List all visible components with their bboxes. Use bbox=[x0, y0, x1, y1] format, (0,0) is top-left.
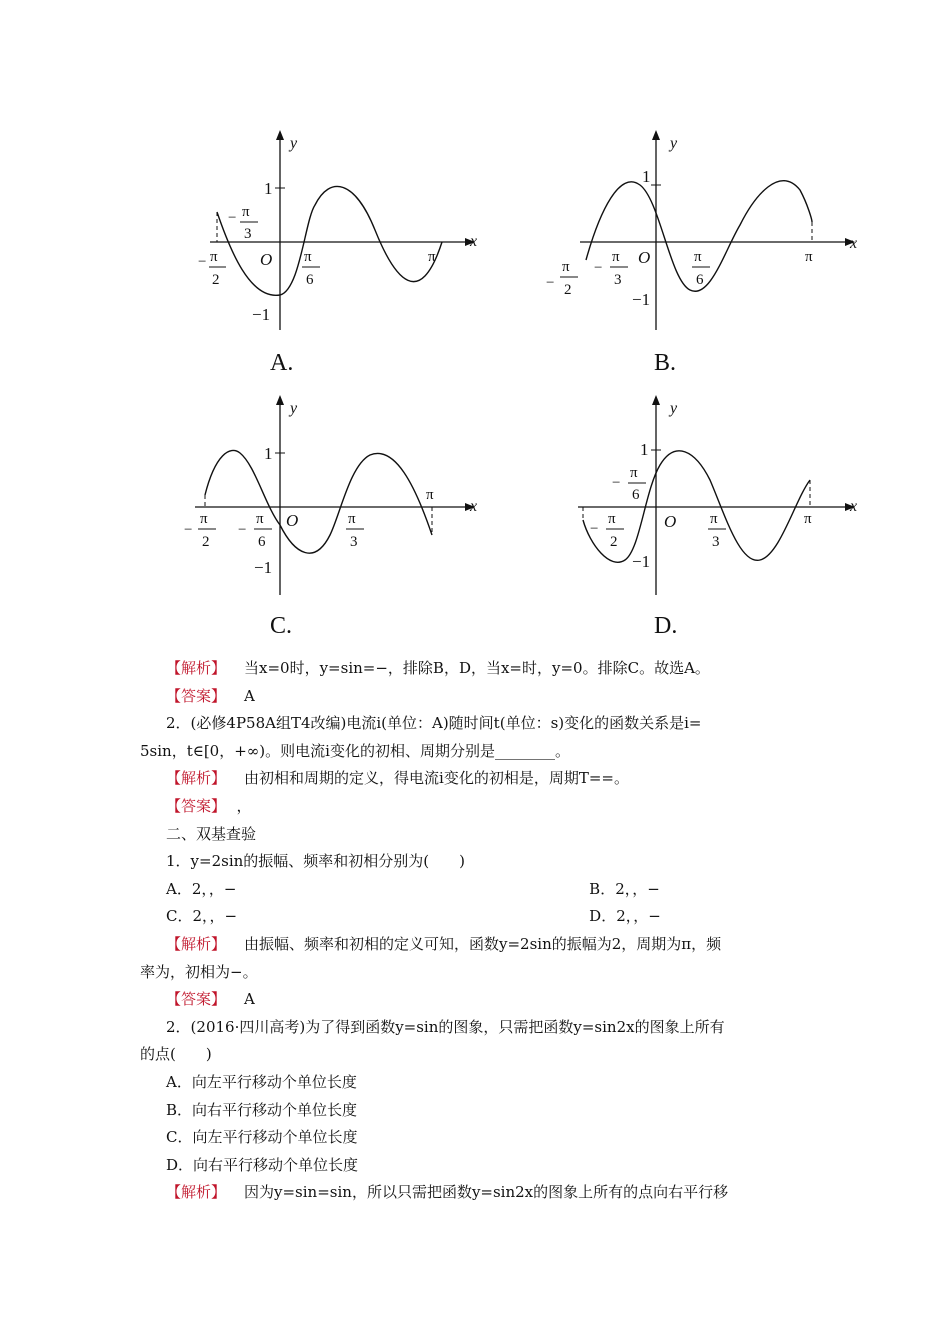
question-line: 2．(必修4P58A组T4改编)电流i(单位：A)随时间t(单位：s)变化的函数关系是i= bbox=[166, 714, 702, 733]
tick-label-pi: π bbox=[428, 249, 436, 265]
tick-label-pi: π bbox=[426, 487, 434, 503]
tick-label-pi: π bbox=[804, 511, 812, 527]
analysis-line: 【解析】 当x=0时，y=sin=−，排除B，D，当x=时，y=0。排除C。故选A。 bbox=[166, 659, 710, 677]
y-label: y bbox=[290, 400, 298, 417]
tick-label-neg: − bbox=[594, 260, 603, 276]
tick-label-neg: − bbox=[184, 522, 193, 538]
tick-label-den: 3 bbox=[244, 226, 252, 242]
label-one: 1 bbox=[642, 167, 651, 186]
solution-text bbox=[140, 655, 820, 1207]
tick-label-den: 6 bbox=[696, 272, 704, 288]
tick-label-num: π bbox=[200, 511, 208, 527]
y-label: y bbox=[670, 135, 678, 152]
label-one: 1 bbox=[264, 444, 273, 463]
answer-line: 【答案】 ， bbox=[166, 796, 252, 815]
tick-label-den: 6 bbox=[306, 272, 314, 288]
tick-label-den: 3 bbox=[712, 534, 720, 550]
graph-d-plot bbox=[560, 395, 860, 605]
option-line: A．向左平行移动个单位长度 bbox=[166, 1072, 357, 1091]
options-row: A．2，，− B．2，，− bbox=[166, 879, 660, 898]
label-neg-one: −1 bbox=[632, 552, 651, 571]
tick-label-den: 2 bbox=[212, 272, 220, 288]
tick-label-den: 6 bbox=[258, 534, 266, 550]
origin-label: O bbox=[286, 511, 299, 530]
origin-label: O bbox=[260, 250, 273, 269]
analysis-line: 【解析】 由初相和周期的定义，得电流i变化的初相是，周期T==。 bbox=[166, 769, 629, 788]
tick-label-neg: − bbox=[228, 210, 237, 226]
tick-label-den: 2 bbox=[564, 282, 572, 298]
graph-c bbox=[180, 395, 480, 639]
graph-c-label: C. bbox=[270, 613, 293, 639]
x-label: x bbox=[470, 233, 478, 250]
answer-line: 【答案】 A bbox=[166, 990, 255, 1009]
question-line: 5sin，t∈[0，+∞)。则电流i变化的初相、周期分别是________。 bbox=[140, 741, 570, 760]
tick-label-den: 2 bbox=[610, 534, 618, 550]
section-heading: 二、双基查验 bbox=[166, 824, 257, 843]
graph-b bbox=[546, 130, 860, 376]
question-line: 的点( ) bbox=[140, 1045, 212, 1064]
tick-label-neg: − bbox=[590, 521, 599, 537]
label-one: 1 bbox=[264, 179, 273, 198]
graph-d bbox=[560, 395, 860, 639]
tick-label-num: π bbox=[630, 465, 638, 481]
graph-b-plot bbox=[546, 130, 860, 340]
analysis-line: 【解析】 因为y=sin=sin，所以只需把函数y=sin2x的图象上所有的点向右平行移 bbox=[166, 1183, 729, 1202]
answer-line: 【答案】 A bbox=[166, 686, 255, 705]
tick-label-den: 2 bbox=[202, 534, 210, 550]
tick-label-num: π bbox=[694, 249, 702, 265]
tick-label-num: π bbox=[242, 204, 250, 220]
label-neg-one: −1 bbox=[632, 290, 651, 309]
tick-label-num: π bbox=[562, 259, 570, 275]
tick-label-num: π bbox=[304, 249, 312, 265]
graph-c-plot bbox=[180, 395, 480, 605]
y-axis-arrow bbox=[276, 130, 284, 140]
y-label: y bbox=[290, 135, 298, 152]
tick-label-den: 3 bbox=[614, 272, 622, 288]
tick-label-num: π bbox=[210, 249, 218, 265]
graph-a-plot bbox=[180, 130, 480, 340]
x-label: x bbox=[850, 235, 858, 252]
option-line: C．向左平行移动个单位长度 bbox=[166, 1128, 358, 1147]
label-neg-one: −1 bbox=[254, 558, 273, 577]
tick-label-neg: − bbox=[238, 522, 247, 538]
question-line: 1．y=2sin的振幅、频率和初相分别为( ) bbox=[166, 852, 465, 871]
option-line: D．向右平行移动个单位长度 bbox=[166, 1155, 359, 1174]
label-one: 1 bbox=[640, 440, 649, 459]
y-axis-arrow bbox=[276, 395, 284, 405]
analysis-line: 率为，初相为−。 bbox=[140, 962, 258, 981]
tick-label-num: π bbox=[612, 249, 620, 265]
tick-label-num: π bbox=[710, 511, 718, 527]
tick-label-den: 3 bbox=[350, 534, 358, 550]
x-label: x bbox=[850, 498, 858, 515]
graph-a bbox=[180, 130, 480, 376]
y-axis-arrow bbox=[652, 395, 660, 405]
graph-b-label: B. bbox=[654, 350, 677, 376]
tick-label-neg: − bbox=[198, 254, 207, 270]
origin-label: O bbox=[664, 512, 677, 531]
origin-label: O bbox=[638, 248, 651, 267]
option-line: B．向右平行移动个单位长度 bbox=[166, 1100, 358, 1119]
graph-d-label: D. bbox=[654, 613, 678, 639]
tick-label-num: π bbox=[608, 511, 616, 527]
analysis-line: 【解析】 由振幅、频率和初相的定义可知，函数y=2sin的振幅为2，周期为π，频 bbox=[166, 934, 722, 953]
tick-label-pi: π bbox=[805, 249, 813, 265]
tick-label-neg: − bbox=[612, 475, 621, 491]
graph-a-label: A. bbox=[270, 350, 294, 376]
y-axis-arrow bbox=[652, 130, 660, 140]
options-row: C．2，，− D．2，，− bbox=[166, 907, 661, 926]
question-line: 2．(2016·四川高考)为了得到函数y=sin的图象，只需把函数y=sin2x的图象上所有 bbox=[166, 1017, 725, 1036]
x-label: x bbox=[470, 498, 478, 515]
label-neg-one: −1 bbox=[252, 305, 271, 324]
tick-label-num: π bbox=[256, 511, 264, 527]
tick-label-neg: − bbox=[546, 275, 555, 291]
y-label: y bbox=[670, 400, 678, 417]
tick-label-den: 6 bbox=[632, 487, 640, 503]
tick-label-num: π bbox=[348, 511, 356, 527]
